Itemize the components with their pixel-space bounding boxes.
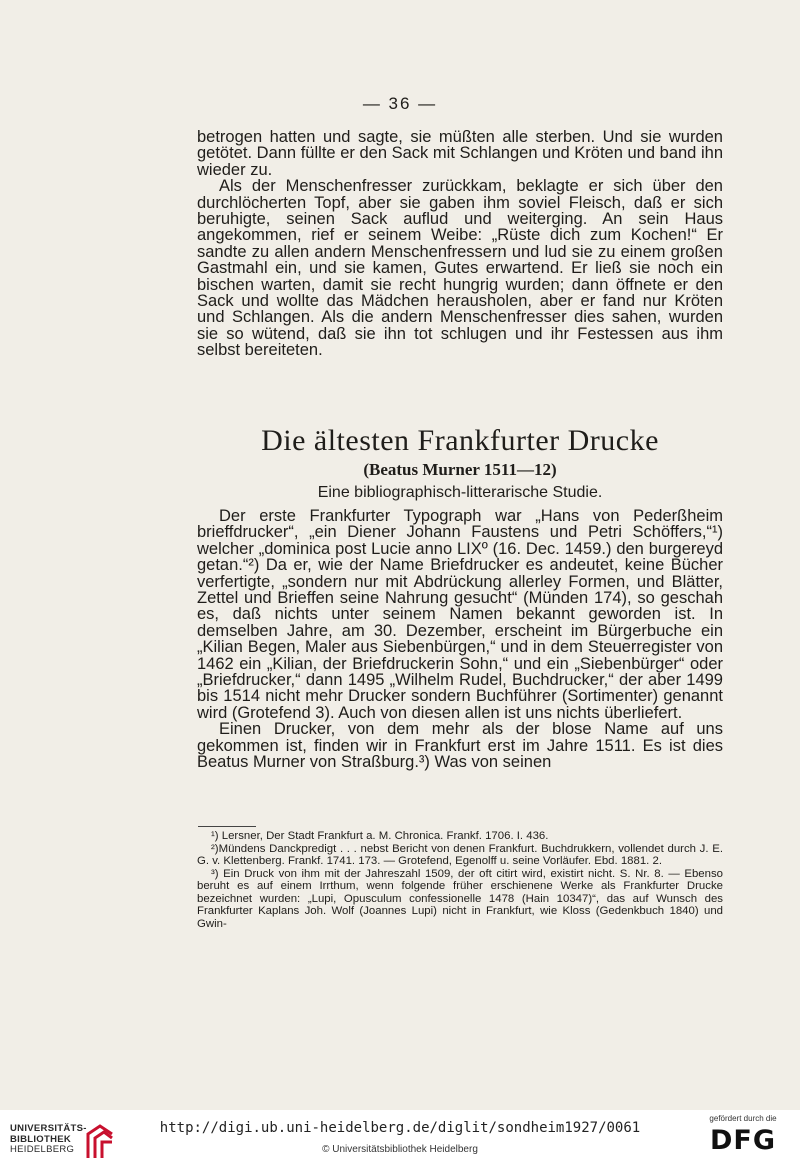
footnote: ²)Mündens Danckpredigt . . . nebst Bericht von denen Frankfurt. Buchdrukkern, vollendet durch J. E. G. v. Klettenberg. Frankf. 1741. 173. — Grotefend, Egenolff u. seine Vorläufer. Ebd. 1881. 2.	[197, 842, 723, 867]
footnote: ¹) Lersner, Der Stadt Frankfurt a. M. Chronica. Frankf. 1706. I. 436.	[211, 830, 549, 842]
section-description: Eine bibliographisch-litterarische Studie.	[317, 484, 603, 501]
footnotes	[197, 830, 723, 930]
footnote-divider	[198, 826, 256, 827]
paragraph: betrogen hatten und sagte, sie müßten alle sterben. Und sie wurden getötet. Dann füllte er den Sack mit Schlangen und Kröten und band ihn wieder zu.	[197, 128, 723, 179]
study-text	[197, 508, 723, 771]
permalink-url[interactable]: http://digi.ub.uni-heidelberg.de/diglit/sondheim1927/0061	[159, 1120, 641, 1136]
copyright-notice: © Universitätsbibliothek Heidelberg	[322, 1144, 478, 1155]
footnote: ³) Ein Druck von ihm mit der Jahreszahl 1509, der oft citirt wird, existirt nicht. S. Nr. 8. — Ebenso beruht es auf einem Irrthum, wenn folgende früher erschienene Werke als Frankfurter Drucke bezeichnet wurden: „Lupi, Opusculum confessionelle 1478 (Hain 10347)“, das auf Wunsch des Frankfurter Kaplans Joh. Wolf (Joannes Lupi) nicht in Frankfurt, wie Kloss (Gedenkbuch 1840) und Gwin-	[197, 867, 723, 930]
page-number: — 36 —	[362, 94, 438, 113]
funded-by-label: gefördert durch die	[709, 1114, 777, 1123]
paragraph: Einen Drucker, von dem mehr als der blose Name auf uns gekommen ist, finden wir in Frankfurt erst im Jahre 1511. Es ist dies Beatus Murner von Straßburg.³) Was von seinen	[197, 720, 723, 772]
funder-badge	[698, 1114, 788, 1156]
viewer-footer	[0, 1110, 800, 1165]
section-title: Die ältesten Frankfurter Drucke	[261, 424, 659, 457]
section-subtitle: (Beatus Murner 1511—12)	[363, 460, 557, 479]
university-library-name: UNIVERSITÄTS- BIBLIOTHEK HEIDELBERG	[10, 1123, 87, 1155]
paragraph: Als der Menschenfresser zurückkam, beklagte er sich über den durchlöcherten Topf, aber sie gaben ihm soviel Fleisch, daß er sich beruhigte, seinen Sack auflud und weiterging. An sein Haus angekommen, rief er seinem Weibe: „Rüste dich zum Kochen!“ Er sandte zu allen andern Menschenfressern und lud sie zu einem großen Gastmahl ein, und sie kamen, Gutes erwartend. Er ließ sie noch ein bischen warten, damit sie recht hungrig wurden; dann öffnete er den Sack und wollte das Mädchen herausholen, aber er fand nur Kröten und Schlangen. Als die andern Menschenfresser dies sahen, wurden sie so wütend, daß sie ihn tot schlugen und ihr Festessen aus ihm selbst bereiteten.	[197, 177, 723, 360]
story-text	[197, 129, 723, 359]
paragraph: Der erste Frankfurter Typograph war „Hans von Pederßheim brieffdrucker“, „ein Diener Johann Faustens und Petri Schöffers,“¹) welcher „dominica post Lucie anno LIXº (16. Dec. 1459.) den burgereyd getan.“²) Da er, wie der Name Briefdrucker es andeutet, keine Bücher verfertigte, „sondern nur mit Abdrückung allerley Formen, und Blätter, Zettel und Brieffen seine Nahrung gesucht“ (Münden 174), so geschah es, daß nichts unter seinem Namen bekannt geworden ist. In demselben Jahre, am 30. Dezember, erscheint im Bürgerbuche ein „Kilian Begen, Maler aus Siebenbürgen,“ und in dem Steuerregister von 1462 ein „Kilian, der Briefdruckerin Sohn,“ und ein „Siebenbürger“ oder „Briefdrucker,“ dann 1495 „Wilhelm Rudel, Buchdrucker,“ der aber 1499 bis 1514 nicht mehr Drucker sondern Buchführer (Sortimenter) genannt wird (Grotefend 3). Auch von diesen allen ist uns nichts überliefert.	[197, 507, 723, 722]
dfg-logo: DFG	[709, 1125, 777, 1156]
